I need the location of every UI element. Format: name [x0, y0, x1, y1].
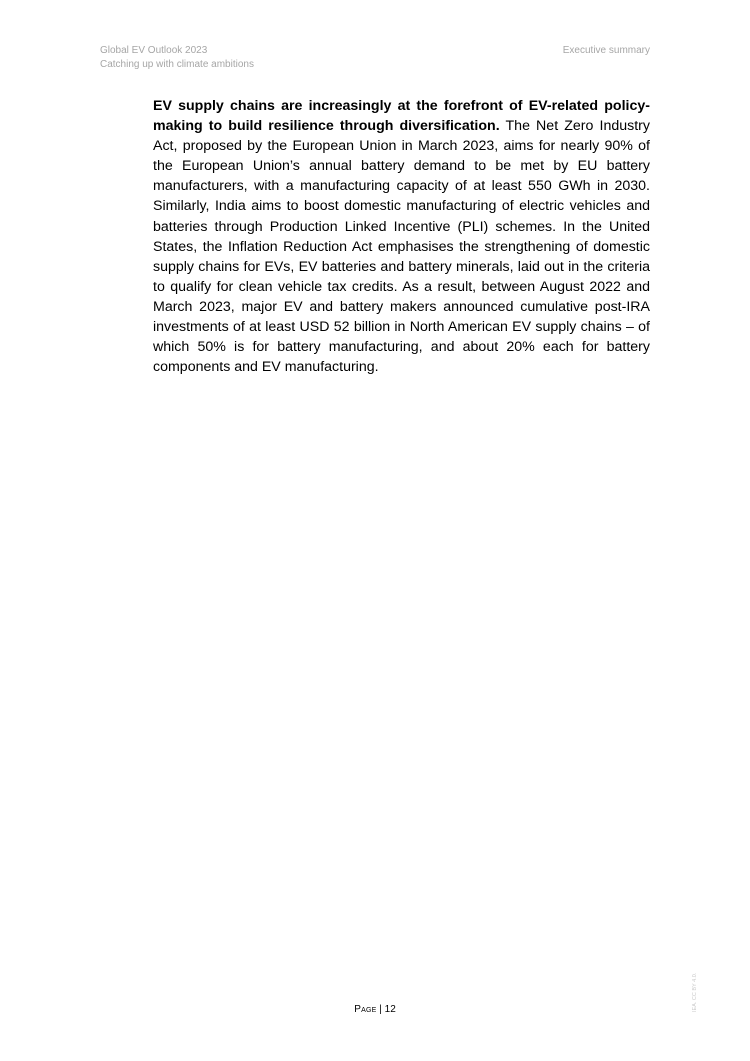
- license-note: IEA. CC BY 4.0.: [692, 972, 698, 1012]
- section-title: Executive summary: [562, 45, 650, 56]
- body-paragraph: [153, 96, 650, 377]
- page-separator: |: [376, 1004, 385, 1015]
- page-footer: [0, 1003, 750, 1017]
- lead-sentence: EV supply chains are increasingly at the forefront of EV-related policy-making to build resilience through diversification.: [153, 98, 650, 135]
- report-subtitle: Catching up with climate ambitions: [100, 59, 254, 70]
- running-header-left: [100, 44, 254, 72]
- paragraph-text: The Net Zero Industry Act, proposed by the European Union in March 2023, aims for nearly 90% of the European Union’s annual battery demand to be met by EU battery manufacturers, with a manufacturing capacity of at least 550 GWh in 2030. Similarly, India aims to boost domestic manufacturing of electric vehicles and batteries through Production Linked Incentive (PLI) schemes. In the United States, the Inflation Reduction Act emphasises the strengthening of domestic supply chains for EVs, EV batteries and battery minerals, laid out in the criteria to qualify for clean vehicle tax credits. As a result, between August 2022 and March 2023, major EV and battery makers announced cumulative post-IRA investments of at least USD 52 billion in North American EV supply chains – of which 50% is for battery manufacturing, and about 20% each for battery components and EV manufacturing.: [153, 118, 650, 376]
- report-title: Global EV Outlook 2023: [100, 45, 208, 56]
- page-label: Page: [354, 1004, 377, 1015]
- page-number: 12: [384, 1004, 396, 1015]
